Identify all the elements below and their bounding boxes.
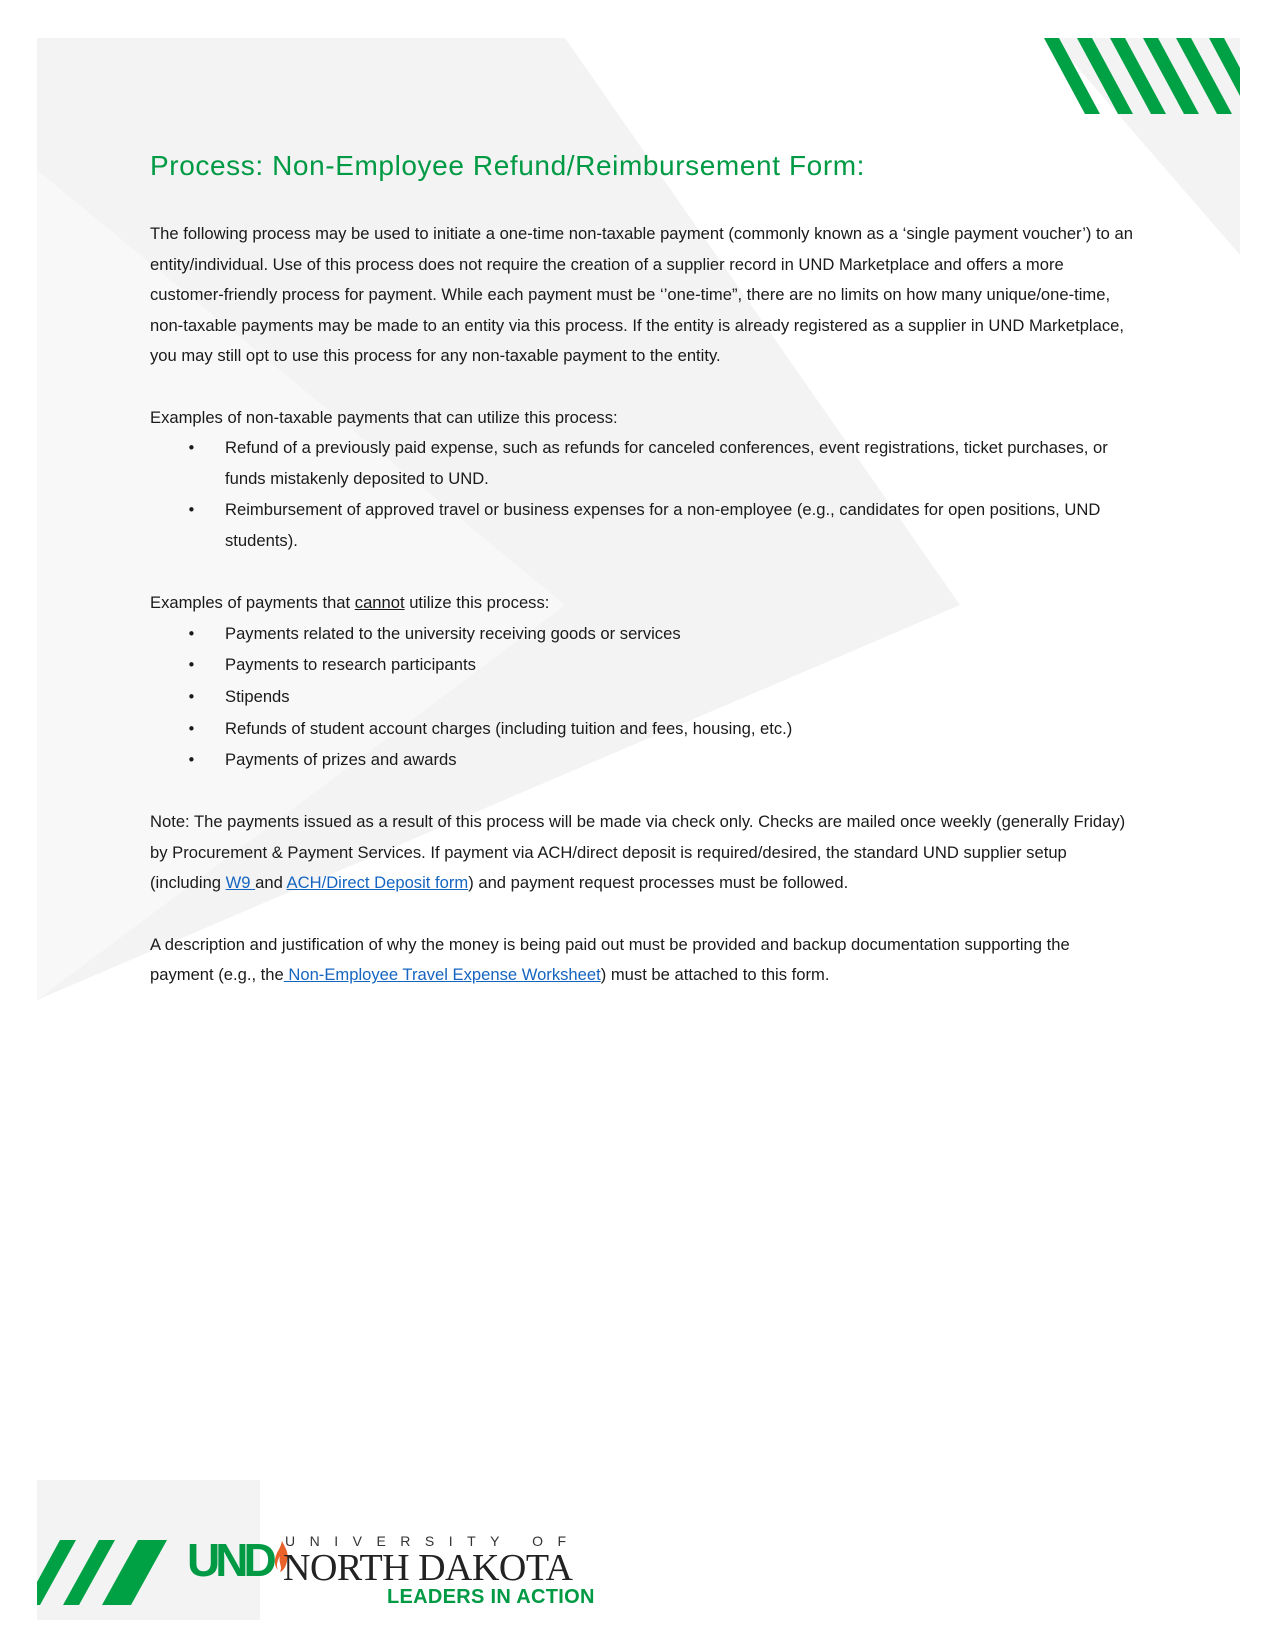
can-heading: Examples of non-taxable payments that can utilize this process: xyxy=(150,407,618,427)
travel-expense-worksheet-link[interactable]: Non-Employee Travel Expense Worksheet xyxy=(283,965,601,985)
document-body xyxy=(150,219,1135,991)
list-item: • Payments to research participants xyxy=(225,650,1135,681)
ach-direct-deposit-link[interactable]: ACH/Direct Deposit form xyxy=(286,873,469,893)
can-list xyxy=(150,433,1135,556)
note-paragraph: Note: The payments issued as a result of this process will be made via check only. Checks are mailed once weekly (generally Friday) by Procurement & Payment Services. If payment via ACH/direct deposit is required/desired, the standard UND supplier setup (including W9 and ACH/Direct Deposit form) and payment request processes must be followed. xyxy=(150,812,1126,893)
list-item: • Payments of prizes and awards xyxy=(225,745,1135,776)
list-item: • Stipends xyxy=(225,682,1135,713)
cannot-list xyxy=(150,619,1135,776)
list-item: • Reimbursement of approved travel or business expenses for a non-employee (e.g., candidates for open positions, UND students). xyxy=(225,495,1135,556)
logo-tagline: LEADERS IN ACTION xyxy=(387,1586,595,1608)
cannot-emphasis: cannot xyxy=(354,593,405,613)
list-item: • Refund of a previously paid expense, such as refunds for canceled conferences, event registrations, ticket purchases, or funds mistakenly deposited to UND. xyxy=(225,433,1135,494)
und-wordmark: UND xyxy=(187,1534,272,1586)
logo-north-dakota: NORTH DAKOTA xyxy=(283,1547,573,1589)
und-logo xyxy=(187,1533,595,1608)
description-paragraph: A description and justification of why the money is being paid out must be provided and backup documentation supporting the payment (e.g., the Non-Employee Travel Expense Worksheet) must be attached to this form. xyxy=(150,934,1070,985)
w9-link[interactable]: W9 xyxy=(225,873,256,893)
list-item: • Payments related to the university receiving goods or services xyxy=(225,619,1135,650)
page-title: Process: Non-Employee Refund/Reimbursement Form: xyxy=(150,150,866,181)
intro-paragraph: The following process may be used to initiate a one-time non-taxable payment (commonly known as a ‘single payment voucher’) to an entity/individual. Use of this process does not require the creation of a supplier record in UND Marketplace and offers a more customer-friendly process for payment. While each payment must be ‘’one-time”, there are no limits on how many unique/one-time, non-taxable payments may be made to an entity via this process. If the entity is already registered as a supplier in UND Marketplace, you may still opt to use this process for any non-taxable payment to the entity. xyxy=(150,224,1133,366)
cannot-heading: Examples of payments that cannot utilize this process: xyxy=(150,593,550,613)
logo-university-of: UNIVERSITY OF xyxy=(285,1533,581,1549)
list-item: • Refunds of student account charges (including tuition and fees, housing, etc.) xyxy=(225,714,1135,745)
